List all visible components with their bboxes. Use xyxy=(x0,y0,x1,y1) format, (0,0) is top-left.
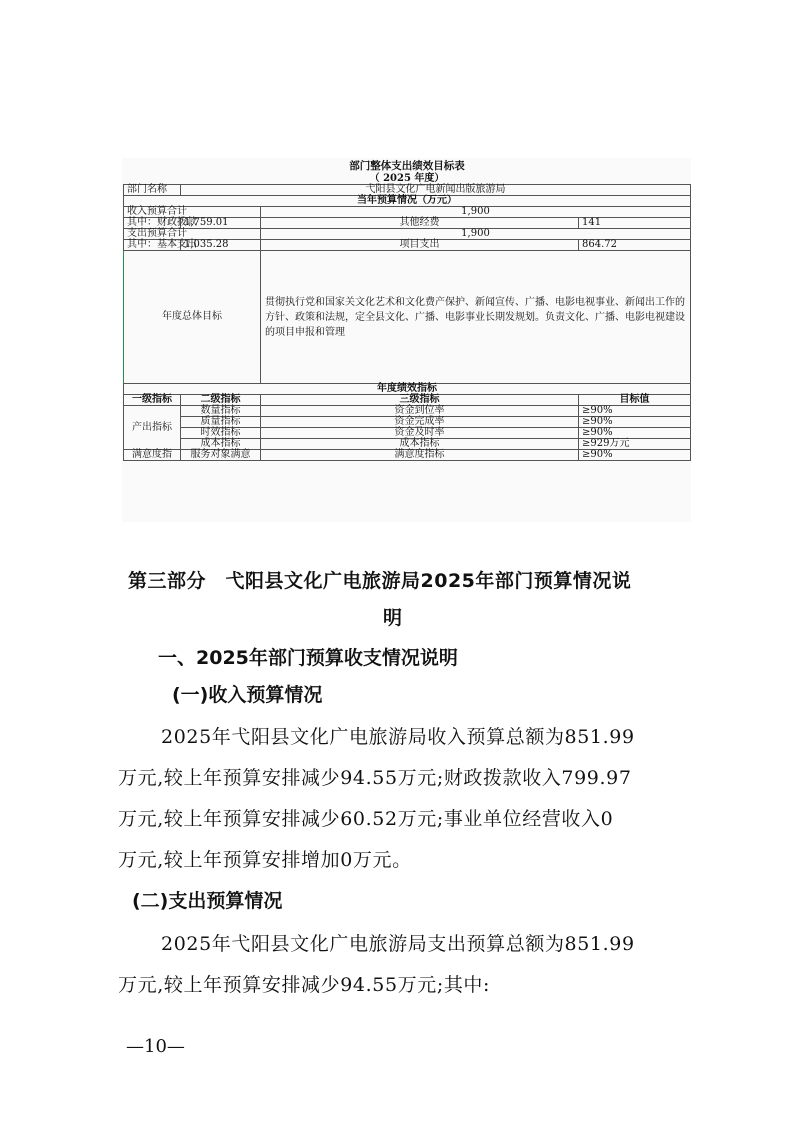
table-row xyxy=(124,428,691,439)
page-number: —10— xyxy=(126,1036,185,1057)
expense-total-value: 1,900 xyxy=(261,229,691,240)
table-row xyxy=(124,417,691,428)
row-level2: 成本指标 xyxy=(181,439,261,450)
row-level1: 产出指标 xyxy=(124,406,181,450)
table-row xyxy=(124,439,691,450)
basic-label: 其中：基本支出 xyxy=(124,240,181,251)
basic-value: 1,035.28 xyxy=(181,240,261,251)
row-level3: 满意度指标 xyxy=(261,450,579,461)
income-total-value: 1,900 xyxy=(261,207,691,218)
table-title: 部门整体支出绩效目标表 xyxy=(349,160,465,173)
income-total-label: 收入预算合计 xyxy=(124,207,261,218)
row-target: ≥90% xyxy=(579,417,691,428)
paragraph-line: 万元,较上年预算安排增加0万元。 xyxy=(118,849,412,871)
row-level2: 服务对象满意 xyxy=(181,450,261,461)
paragraph-line: 万元,较上年预算安排减少94.55万元;其中: xyxy=(118,974,491,996)
row-target: ≥929万元 xyxy=(579,439,691,450)
col-level2: 二级指标 xyxy=(181,395,261,406)
table-year: （ 2025 年度） xyxy=(369,172,445,184)
expense-total-label: 支出预算合计 xyxy=(124,229,261,240)
row-level3: 成本指标 xyxy=(261,439,579,450)
col-target: 目标值 xyxy=(579,395,691,406)
col-level1: 一级指标 xyxy=(124,395,181,406)
row-level2: 数量指标 xyxy=(181,406,261,417)
row-level2: 质量指标 xyxy=(181,417,261,428)
row-level2: 时效指标 xyxy=(181,428,261,439)
section-heading: 一、2025年部门预算收支情况说明 xyxy=(158,647,458,669)
row-level3: 资金到位率 xyxy=(261,406,579,417)
paragraph-line: 2025年弋阳县文化广电旅游局收入预算总额为851.99 xyxy=(161,726,635,748)
paragraph-line: 万元,较上年预算安排减少94.55万元;财政拨款收入799.97 xyxy=(118,767,632,789)
table-row xyxy=(124,450,691,461)
goal-label: 年度总体目标 xyxy=(124,251,261,384)
fiscal-label: 其中：财政拨款 xyxy=(124,218,181,229)
subheading-expense: (二)支出预算情况 xyxy=(132,890,283,912)
paragraph-line: 2025年弋阳县文化广电旅游局支出预算总额为851.99 xyxy=(161,933,635,955)
col-level3: 三级指标 xyxy=(261,395,579,406)
part-heading: 第三部分 弋阳县文化广电旅游局2025年部门预算情况说 xyxy=(128,570,632,592)
budget-header: 当年预算情况（万元） xyxy=(124,196,691,207)
row-target: ≥90% xyxy=(579,428,691,439)
other-value: 141 xyxy=(579,218,691,229)
table-row xyxy=(124,406,691,417)
other-label: 其他经费 xyxy=(261,218,579,229)
row-level3: 资金及时率 xyxy=(261,428,579,439)
row-target: ≥90% xyxy=(579,406,691,417)
paragraph-line: 万元,较上年预算安排减少60.52万元;事业单位经营收入0 xyxy=(118,808,614,830)
project-label: 项目支出 xyxy=(261,240,579,251)
part-heading-cont: 明 xyxy=(383,607,403,629)
fiscal-value: 1,759.01 xyxy=(181,218,261,229)
goal-text: 贯彻执行党和国家关文化艺术和文化费产保护、新闻宣传、广播、电影电视事业、新闻出工作的方针、政策和法规，定全县文化、广播、电影事业长期发规划。负责文化、广播、电影电视建设的项目申报和管理 xyxy=(261,251,691,384)
subheading-income: (一)收入预算情况 xyxy=(172,684,323,706)
dept-value: 弋阳县文化广电新闻出版旅游局 xyxy=(181,185,691,196)
row-level3: 资金完成率 xyxy=(261,417,579,428)
project-value: 864.72 xyxy=(579,240,691,251)
row-level1: 满意度指 xyxy=(124,450,181,461)
perf-header: 年度绩效指标 xyxy=(124,384,691,395)
row-target: ≥90% xyxy=(579,450,691,461)
dept-label: 部门名称 xyxy=(124,185,181,196)
performance-goal-table xyxy=(123,160,691,461)
